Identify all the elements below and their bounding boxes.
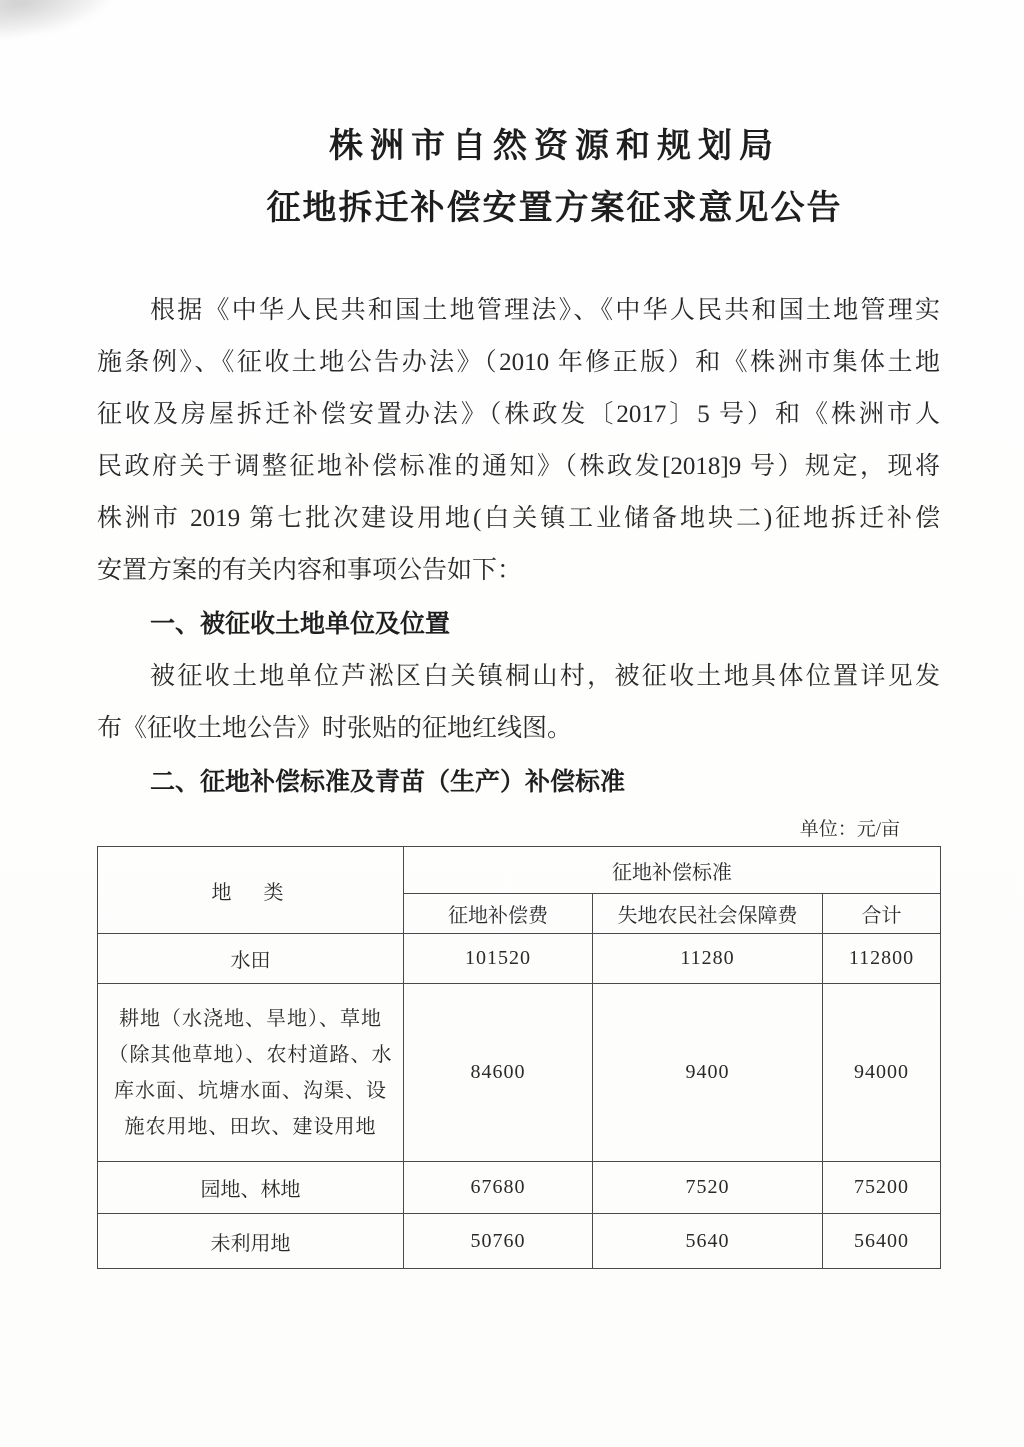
- table-row: [98, 934, 941, 984]
- intro-line: 根据《中华人民共和国土地管理法》、《中华人民共和国土地管理实: [150, 297, 940, 324]
- cell-land-type: 未利用地: [98, 1214, 404, 1269]
- table-row: [98, 1214, 941, 1269]
- cell-land-type: 耕地（水浇地、旱地）、草地（除其他草地）、农村道路、水库水面、坑塘水面、沟渠、设施农用地、田坎、建设用地: [98, 984, 404, 1162]
- cell-compensation: 50760: [404, 1214, 593, 1269]
- header-compensation-standard: 征地补偿标准: [404, 847, 941, 894]
- cell-land-type: 园地、林地: [98, 1162, 404, 1214]
- unit-note: 单位：元/亩: [799, 819, 900, 840]
- header-compensation-fee: 征地补偿费: [404, 894, 593, 934]
- cell-total: 75200: [823, 1162, 941, 1214]
- section-2-heading: 二、征地补偿标准及青苗（生产）补偿标准: [150, 769, 626, 796]
- cell-social-security: 7520: [593, 1162, 823, 1214]
- intro-line: 安置方案的有关内容和事项公告如下：: [97, 557, 523, 584]
- title-line-2: 征地拆迁补偿安置方案征求意见公告: [266, 190, 843, 227]
- document-content: [97, 0, 940, 1269]
- header-social-security-fee: 失地农民社会保障费: [593, 894, 823, 934]
- header-land-type: 地 类: [98, 847, 404, 934]
- table-row: [98, 1162, 941, 1214]
- cell-social-security: 5640: [593, 1214, 823, 1269]
- cell-land-type: 水田: [98, 934, 404, 984]
- section-1-line: 布《征收土地公告》时张贴的征地红线图。: [97, 715, 573, 742]
- title-line-1: 株洲市自然资源和规划局: [329, 128, 780, 165]
- section-1-heading: 一、被征收土地单位及位置: [150, 611, 451, 638]
- header-total: 合计: [823, 894, 941, 934]
- cell-total: 94000: [823, 984, 941, 1162]
- cell-social-security: 11280: [593, 934, 823, 984]
- cell-social-security: 9400: [593, 984, 823, 1162]
- section-1-paragraph: [97, 651, 940, 755]
- cell-compensation: 67680: [404, 1162, 593, 1214]
- cell-compensation: 84600: [404, 984, 593, 1162]
- table-row: [98, 984, 941, 1162]
- intro-line: 施条例》、《征收土地公告办法》（2010 年修正版）和《株洲市集体土地: [97, 349, 940, 376]
- cell-total: 112800: [823, 934, 941, 984]
- section-1-line: 被征收土地单位芦淞区白关镇桐山村，被征收土地具体位置详见发: [150, 663, 940, 690]
- intro-line: 征收及房屋拆迁补偿安置办法》（株政发〔2017〕5 号）和《株洲市人: [97, 401, 940, 428]
- intro-line: 株洲市 2019 第七批次建设用地(白关镇工业储备地块二)征地拆迁补偿: [97, 505, 940, 532]
- cell-compensation: 101520: [404, 934, 593, 984]
- table-header-row-1: [98, 847, 941, 894]
- document-body: [97, 285, 940, 1269]
- intro-paragraph: [97, 285, 940, 597]
- compensation-table: [97, 846, 941, 1269]
- cell-total: 56400: [823, 1214, 941, 1269]
- intro-line: 民政府关于调整征地补偿标准的通知》（株政发[2018]9 号）规定，现将: [97, 453, 940, 480]
- document-title: [133, 116, 976, 240]
